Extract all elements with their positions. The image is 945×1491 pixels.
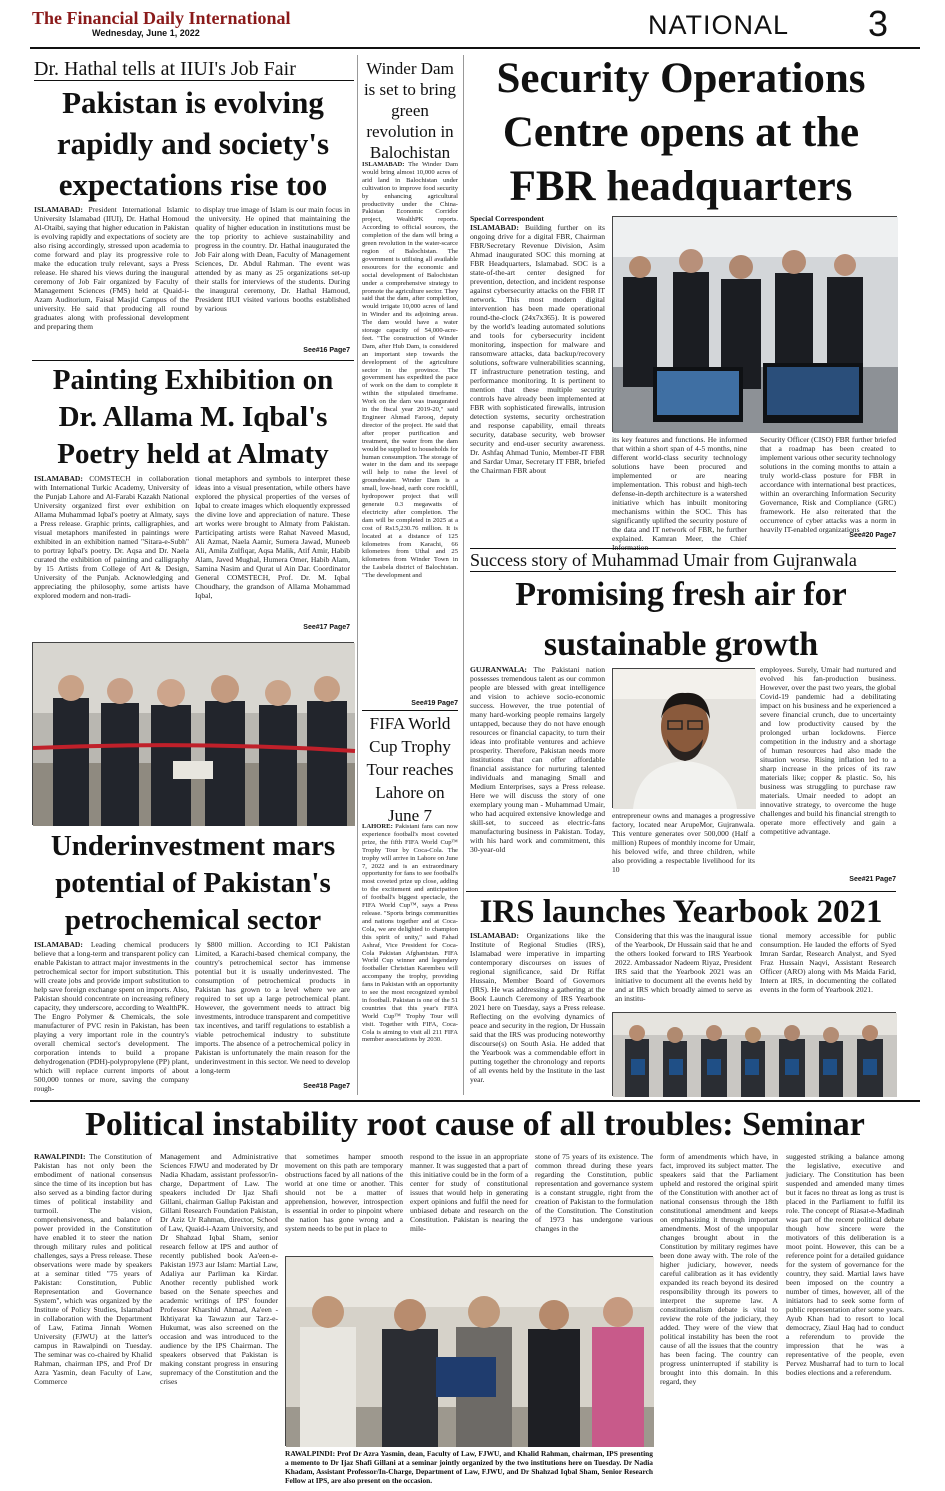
painting-col2: tional metaphors and symbols to interpret these ideas into a visual presentation, while others have explored the physical properties of the verses of Iqbal to create images which eloquently expressed the divine love and appreciation of nature. These art works were brought to Almaty from Pakistan. Participating artists were Rahat Naveed Masud, Ali Azmat, Naela Aamir, Sumera Jawad, Muneeb Ali, Amila Zulfiqar, Aqsa Malik, Atif Amir, Habib Alam, Javed Mughal, Humera Omer, Habib Alam, Samina Nasim and Qurat ul Ain Dar. Coordinator General COMSTECH, Prof. Dr. M. Iqbal Choudhary, the grandson of Allama Mohammad Iqbal, <box>195 474 350 600</box>
divider <box>466 891 896 892</box>
divider <box>30 1100 920 1102</box>
painting-col1: ISLAMABAD: COMSTECH in collaboration with International Turkic Academy, University of the Punjab Lahore and Al-Farabi Kazakh National University organized first ever exhibition on Allama Muhammad Iqbal's poetry at Almaty, says a Press release. Graphic prints, calligraphies, and visual metaphors manifested in paintings were exhibited in an exhibition named "Sitara-e-Subh" to portray Iqbal's poetry. Dr. Aqsa and Dr. Naela curated the exhibition of painting and calligraphy by 15 Artists from College of Art & Design, University of the Punjab. Acknowledging and appreciating the philosophy, some artists have explored modern and non-tradi- <box>34 474 189 600</box>
irs-col1: ISLAMABAD: Organizations like the Institute of Regional Studies (IRS), Islamabad were imperative in imparting contemporary discourses on issues of regional significance, said Dr Riffat Hussain, Member Board of Governors (IRS). He was addressing a gathering at the Book Launch Ceremony of IRS Yearbook 2021 here on Tuesday, says a Press release. Reflecting on the evolving dynamics of peace and security in the region, Dr Hussain said that the IRS was producing noteworthy discourse(s) on South Asia. He added that the Yearbook was a commendable effort in putting together the chronology and reports of all events held by the Institute in the last year. <box>470 931 605 1084</box>
umair-col3: employees. Surely, Umair had nurtured and evolved his fan-production business. However, over the past two years, the global Covid-19 pandemic had a debilitating impact on his business and he experienced a severe financial crunch, due to uncertainty and low productivity caused by the prolonged urban lockdowns. Fierce competition in the industry and a shortage of human resources had also made the situation worse. Rising inflation led to a sharp increase in the prices of its raw materials like; copper & plastic. So, his business was struggling to purchase raw materials. Umair needed to adopt an innovative strategy, to overcome the huge challenges and build his financial strength to operate more effectively and gain a competitive advantage. <box>760 665 896 836</box>
fbr-headline: Security Operations Centre opens at the FBR headquarters <box>496 55 866 210</box>
fbr-col3: Security Officer (CISO) FBR further briefed that a roadmap has been created to implement various other security technology solutions in the coming months to attain a truly world-class posture for FBR in accordance with international best practices, within an overarching Information Security Governance, Risk and Compliance (GRC) framework. He also reiterated that the occurrence of cyber attacks was a norm in heavily IT-enabled organizations <box>760 435 896 534</box>
page-number: 3 <box>868 3 889 44</box>
irs-headline: IRS launches Yearbook 2021 <box>479 894 883 930</box>
umair-kicker: Success story of Muhammad Umair from Gujranwala <box>470 548 896 572</box>
iiui-col1: ISLAMABAD: President International Islamic University Islamabad (IIUI), Dr. Hathal Homoud Al-Otaibi, saying that higher education in Pakistan is evolving rapidly and expectations of society are also rising accordingly, stressed upon academia to come forward and play its progressive role to make the education truly relevant, says a Press release. He shared his views during the inaugural ceremony of Job Fair organized by Faculty of Management Sciences (FMS) held at Quaid-i-Azam Auditorium, Faisal Masjid Campus of the university. He said that producing all round graduates along with professional development and preparing them <box>34 205 189 331</box>
painting-headline: Painting Exhibition on Dr. Allama M. Iqbal's Poetry held at Almaty <box>52 364 334 470</box>
petro-col2: ly $800 million. According to ICI Pakistan Limited, a Karachi-based chemical company, the country's petrochemical sector has immense potential but it is usually underinvested. The consumption of petrochemical products in Pakistan has grown to a level where we are required to set up a large petrochemical plant. However, the government needs to attract big investments, introduce transparent and competitive tax incentives, and tariff regulations to establish a viable petrochemical industry to substitute imports. The absence of a petrochemical policy in Pakistan is unfortunately the main reason for the underinvestment in this sector. We need to develop a long-term <box>195 940 350 1075</box>
umair-continued: See#21 Page7 <box>849 876 896 883</box>
publication-name: The Financial Daily International <box>32 8 291 28</box>
ribbon-cutting-photo <box>32 642 354 825</box>
divider <box>32 360 354 361</box>
iiui-continued: See#16 Page7 <box>303 347 350 354</box>
dam-body: ISLAMABAD: The Winder Dam would bring almost 10,000 acres of arid land in Balochistan under cultivation to improve food security by enhancing agricultural productivity under the China-Pakistan Economic Corridor project, WealthPK reports. According to official sources, the completion of the dam will bring a green revolution in the water-scarce region of Balochistan. The government is utilising all available resources for the economic and social development of Balochistan under a comprehensive strategy to promote the agriculture sector. They said that the dam, after completion, would irrigate 10,000 acres of land in Winder and its adjoining areas. The dam would have a water storage capacity of 54,000-acre-feet. "The construction of Winder Dam, after Hub Dam, is considered an important step towards the development of the agriculture sector in the province. The government has expedited the pace of work on the dam to complete it within the stipulated timeframe. Work on the dam was inaugurated in the fiscal year 2019-20," said Engineer Ahmad Farooq, deputy director of the project. He said that after proper purification and treatment, the water from the dam would be supplied to households for human consumption. The storage of water in the dam and its seepage will help to raise the level of groundwater. Winder Dam is a small, low-head, earth core rockfill, hydropower project that will generate 0.3 megawatts of electricity after completion. The dam will be completed in 2025 at a cost of Rs15,230.76 million. It is located at a distance of 125 kilometres from Karachi, 66 kilometres from Uthal and 25 kilometres from Winder Town in the Lasbela district of Balochistan. "The development and <box>362 161 458 580</box>
petro-headline: Underinvestment mars potential of Pakistan's petrochemical sector <box>50 830 336 936</box>
fbr-col2: its key features and functions. He informed that within a short span of 4-5 months, nine different world-class security technology solutions have been procured and implemented or are nearing implementation. This robust and high-tech defense-in-depth architecture is a watershed initiative which has inbuilt monitoring mechanisms within the SOC. This has significantly uplifted the security posture of the data and IT network of FBR, he further explained. Kamran Meer, the Chief Information <box>612 435 747 552</box>
irs-col2: Considering that this was the inaugural issue of the Yearbook, Dr Hussain said that he and the others looked forward to IRS Yearbook 2022. Ambassador Nadeem Riyaz, President IRS said that the Yearbook 2021 was an initiative to document all the events held by and at IRS which broadly aimed to serve as an institu- <box>615 931 752 1003</box>
painting-continued: See#17 Page7 <box>303 624 350 631</box>
iiui-kicker: Dr. Hathal tells at IIUI's Job Fair <box>34 58 354 81</box>
masthead-rule <box>30 47 920 49</box>
seminar-photo-caption: RAWALPINDI: Prof Dr Azra Yasmin, dean, Faculty of Law, FJWU, and Khalid Rahman, chairman, IPS presenting a memento to Dr Ijaz Shafi Gillani at a seminar jointly organized by the two institutions here on Tuesday. Dr Nadia Khadam, Assistant Professor/In-Charge, Department of Law, FJWU, and Dr Shahzad Iqbal Sham, Senior Research Fellow at IPS, are also present on the occasion. <box>285 1449 653 1485</box>
dam-headline: Winder Dam is set to bring green revolution in Balochistan <box>363 59 457 162</box>
column-rule <box>463 55 464 1095</box>
iiui-col2: to display true image of Islam is our main focus in the university. He opined that maintaining the quality of higher education in institutions must be the top priority to achieve sustainability and progress in the country. Dr. Hathal inaugurated the Job Fair along with Dean, Faculty of Management Sciences, Dr. Abdul Rahman. The event was attended by as many as 25 organizations set-up their stalls for interviews of the students. During the inaugural ceremony, Dr. Hathal Hamoud, President IIUI visited various booths established by various <box>195 205 350 313</box>
yearbook-launch-photo <box>612 1012 896 1096</box>
petro-continued: See#18 Page7 <box>303 1083 350 1090</box>
issue-date: Wednesday, June 1, 2022 <box>92 28 200 38</box>
divider <box>362 710 458 711</box>
irs-col3: tional memory accessible for public consumption. He lauded the efforts of Syed Imran Sardar, Research Analyst, and Syed Fraz Hussain Naqvi, Assistant Research Officer (ARO) along with Ms Maida Farid, Intern at IRS, in documenting the collated events in the form of Yearbook 2021. <box>760 931 896 994</box>
seminar-col5: stone of 75 years of its existence. The common thread during these years regarding the Constitution, public representation and governance system is a constant struggle, right from the creation of Pakistan to the formulation of the Constitution. The Constitution of 1973 has undergone various changes in the <box>535 1152 653 1233</box>
fbr-byline: Special Correspondent <box>470 214 544 223</box>
fbr-col1: Special Correspondent ISLAMABAD: Building further on its ongoing drive for a digital FBR, Chairman FBR/Secretary Revenue Division, Asim Ahmad inaugurated SOC this morning at FBR Headquarters, Islamabad. SOC is a state-of-the-art center designed for prevention, detection, and incident response against cybersecurity attacks on the FBR IT network. This most modern digital intervention has been made operational round-the-clock (24x7x365). It is powered by the world's leading automated solutions and tools for cybersecurity incident monitoring, inspection for malware and ransomware attacks, data backup/recovery solutions, software vulnerabilities scanning, IT infrastructure penetration testing, and performance monitoring. It is pertinent to mention that these multiple security controls have already been implemented at FBR with sophisticated firewalls, intrusion detection systems, security orchestration and response capability, email threats security, database security, web browser security and end-user security awareness. Dr. Ashfaq Ahmad Tunio, Member-IT FBR and Sardar Umar, Secretary IT FBR, briefed the Chairman FBR about <box>470 214 605 475</box>
umair-col2: entrepreneur owns and manages a progressive factory, located near ArupeMor, Gujranwala. This venture generates over 500,000 (Half a million) Rupees of monthly income for Umair, his beloved wife, and three children, while also providing a respectable livelihood for its 10 <box>612 811 755 874</box>
masthead <box>32 8 332 48</box>
soc-inauguration-photo <box>612 216 897 432</box>
umair-headline: Promising fresh air for sustainable growth <box>515 576 847 663</box>
fifa-headline: FIFA World Cup Trophy Tour reaches Lahore on June 7 <box>366 714 454 825</box>
fifa-body: LAHORE: Pakistani fans can now experience football's most coveted prize, the fifth FIFA World Cup™ Trophy Tour by Coca-Cola. The trophy will arrive in Lahore on June 7, 2022 and is an extraordinary opportunity for fans to see football's most coveted prize up close, adding to the excitement and anticipation of football's biggest spectacle, the FIFA World Cup™, says a Press release. "Sports brings communities and nations together and at Coca-Cola, we are delighted to champion this spirit of unity," said Fahad Ashraf, Vice President for Coca-Cola Pakistan Afghanistan. FIFA World Cup winner and legendary footballer Christian Karembeu will accompany the trophy, providing fans in Pakistan with an opportunity to see the most recognized symbol in football. Pakistan is one of the 51 countries that this year's FIFA World Cup™ Trophy Tour will visit. Together with FIFA, Coca-Cola is aiming to visit all 211 FIFA member associations by 2030. <box>362 823 458 1044</box>
seminar-col7: suggested striking a balance among the legislative, executive and judiciary. The Constitution has been suspended and amended many times but it faces no threat as long as trust is placed in the Parliament to fulfil its role. The concept of Riasat-e-Madinah was part of the recent political debate though how sincere were the motivators of this deliberation is a moot point. However, this can be a reference point for a detailed guidance for the system of governance for the country, they said. Martial laws have been imposed on the country a number of times, however, all of the initiators had to seek some form of public representation after some years. Ayub Khan had to resort to local democracy, Ziaul Haq had to conduct a referendum to provide the impression that he was a representative of the people, even Pervez Musharraf had to turn to local bodies elections and a referendum. <box>786 1152 904 1377</box>
seminar-headline: Political instability root cause of all troubles: Seminar <box>85 1106 865 1143</box>
iiui-headline: Pakistan is evolving rapidly and society's expectations rise too <box>56 85 330 202</box>
seminar-col2: Management and Administrative Sciences FJWU and moderated by Dr Nadia Khadam, assistant professor/in-charge, Department of Law. The speakers included Dr Ijaz Shafi Gillani, chairman Gallup Pakistan and Gillani Research Foundation Pakistan, Dr Aziz Ur Rahman, director, School of Law, Quaid-i-Azam University, and Dr Shahzad Iqbal Sham, senior research fellow at IPS and author of recently published book Aa'een-e-Pakistan 1973 aur Islam: Martial Law, Adaliya aur Parliman ka Kirdar. Another recently published work based on the Senate speeches and academic writings of IPS' founder Professor Kharshid Ahmad, Aa'een - Ikhtiyarat ka Tawazun aur Tarz-e-Hukumat, was also screened on the occasion and was introduced to the audience by the IPS Chairman. The speakers observed that Pakistan is making constant progress in ensuring supremacy of the Constitution and the crises <box>160 1152 278 1386</box>
seminar-col4: respond to the issue in an appropriate manner. It was suggested that a part of this initiative could be in the form of a center for study of constitutional issues that would help in generating expert opinions and fulfil the need for unbiased debate and research on the Constitution. Pakistan is nearing the mile- <box>410 1152 528 1233</box>
seminar-col6: form of amendments which have, in fact, improved its subject matter. The speakers said that the Parliament upheld and restored the original spirit of the Constitution with another act of national consensus through the 18th constitutional amendment and keeps on emphasizing it through important amendments. Most of the unpopular changes brought about in the Constitution by military regimes have been done away with. The role of the higher judiciary, however, needs careful calibration as it has evidently expanded its reach beyond its desired responsibility through its powers to interpret the supreme law. A constitutionalism debate is vital to review the role of the judiciary, they added. They were of the view that political instability has been the root cause of all the issues that the country has been facing. The country can progress uninterrupted if stability is brought into this domain. In this regard, they <box>660 1152 778 1386</box>
seminar-col3: that sometimes hamper smooth movement on this path are temporary obstructions faced by all nations of the world at one time or another. This should not be a matter of apprehension, however, introspection is essential in order to pinpoint where the nation has gone wrong and a system needs to be put in place to <box>285 1152 403 1233</box>
column-rule <box>357 55 358 1095</box>
umair-col1: GUJRANWALA: The Pakistani nation possesses tremendous talent as our common people are blessed with great intelligence and vision to achieve socio-economic success. However, the true potential of many hard-working people remains largely untapped, because they do not have enough resources or financial capacity, to turn their ideas into profitable ventures and achieve prosperity. Therefore, Pakistan needs more institutions that can offer affordable financial assistance for nurturing talented individuals and managing Small and Medium Enterprises, says a Press release. Here we will discuss the story of one exemplary young man - Muhammad Umair, who had acquired extensive knowledge and skill-set, to succeed as electric-fans manufacturing business in Pakistan. Today, with his hard work and commitment, this 30-year-old <box>470 665 605 854</box>
seminar-col1: RAWALPINDI: The Constitution of Pakistan has not only been the embodiment of national consensus since the time of its inception but has also served as a binding factor during times of political instability and turmoil. The vision, comprehensiveness, and balance of power provided in the Constitution have enabled it to steer the nation through military rules and political challenges, says a Press release. These observations were made by speakers at a seminar titled "75 years of Pakistan: Constitution, Public Representation and Governance System", which was organized by the Institute of Policy Studies, Islamabad in collaboration with the Department of Law, Fatima Jinnah Women University (FJWU) at the latter's campus in Rawalpindi on Tuesday. The seminar was co-chaired by Khalid Rahman, chairman IPS, and Prof Dr Azra Yasmin, dean Faculty of Law, Commerce <box>34 1152 153 1386</box>
fbr-continued: See#20 Page7 <box>849 532 896 539</box>
petro-col1: ISLAMABAD: Leading chemical producers believe that a long-term and transparent policy can enable Pakistan to attract major investments in the petrochemical sector for import substitution. This will create jobs and provide import substitution to help save foreign exchange spent on imports. Also, Pakistan should concentrate on increasing refinery capacity, they underscore, according to WealthPK. The Engro Polymer & Chemicals, the sole manufacturer of PVC resin in Pakistan, has been playing a very important role in the country's overall chemical sector's development. The corporation intends to build a propane dehydrogenation (PDH)-polypropylene (PP) plant, which will replace current imports of about 500,000 tonnes or more, saving the company rough- <box>34 940 190 1093</box>
umair-portrait-photo <box>612 668 755 808</box>
dam-continued: See#19 Page7 <box>411 700 458 707</box>
section-name: NATIONAL <box>648 10 790 40</box>
seminar-memento-photo <box>285 1256 653 1446</box>
